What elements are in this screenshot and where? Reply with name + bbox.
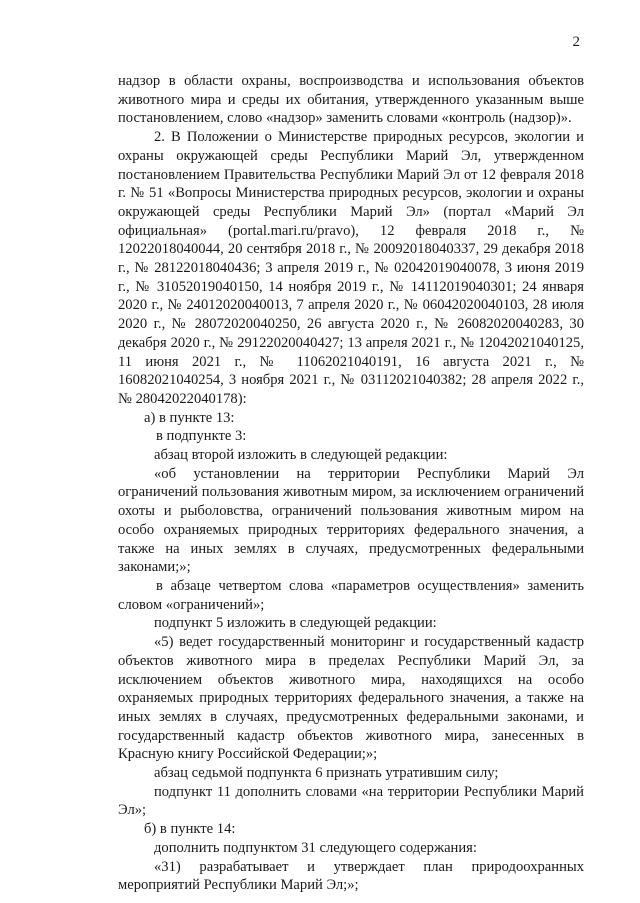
paragraph-quote-plan: «31) разрабатывает и утверждает план природоохранных мероприятий Республики Марий Эл;»; (118, 858, 584, 894)
paragraph-subitem-a: а) в пункте 13: (144, 409, 235, 426)
paragraph-quote-restrictions: «об установлении на территории Республики Марий Эл ограничений пользования животным миром, за исключением ограничений охоты и рыболовства, ограничений пользования животным миром на особо охраняемых природных территориях федерального значения, а также на иных землях в случаях, предусмотренных федеральными законами;»; (118, 465, 584, 576)
paragraph-second-clause: абзац второй изложить в следующей редакции: (154, 447, 448, 464)
paragraph-subitem-b: б) в пункте 14: (144, 821, 236, 838)
paragraph-item-2: 2. В Положении о Министерстве природных ресурсов, экологии и охраны окружающей среды Республики Марий Эл, утвержденном постановлением Правительства Республики Марий Эл от 12 февраля 2018 г. № 51 «Вопросы Министерства природных ресурсов, экологии и охраны окружающей среды Республики Марий Эл» (портал «Марий Эл официальная» (portal.mari.ru/pravo), 12 февраля 2018 г., № 12022018040044, 20 сентября 2018 г., № 20092018040337, 29 декабря 2018 г., № 28122018040436; 3 апреля 2019 г., № 02042019040078, 3 июня 2019 г., № 31052019040150, 14 ноября 2019 г., № 14112019040301; 24 января 2020 г., № 24012020040013, 7 апреля 2020 г., № 06042020040103, 28 июля 2020 г., № 28072020040250, 26 августа 2020 г., № 26082020040283, 30 декабря 2020 г., № 29122020040427; 13 апреля 2021 г., № 12042021040125, 11 июня 2021 г., № 11062021040191, 16 августа 2021 г., № 16082021040254, 3 ноября 2021 г., № 03112021040382; 28 апреля 2022 г., № 28042022040178): (118, 129, 584, 407)
paragraph-fourth-clause: в абзаце четвертом слова «параметров осуществления» заменить словом «ограничений»; (118, 577, 584, 613)
page-number: 2 (572, 34, 580, 50)
paragraph-add-subpoint: дополнить подпунктом 31 следующего содержания: (154, 839, 477, 856)
paragraph-subpoint-11: подпункт 11 дополнить словами «на территории Республики Марий Эл»; (118, 783, 584, 819)
paragraph-seventh-clause: абзац седьмой подпункта 6 признать утратившим силу; (154, 765, 499, 782)
paragraph-subpoint-5: подпункт 5 изложить в следующей редакции: (154, 615, 437, 632)
paragraph-continuation: надзор в области охраны, воспроизводства и использования объектов животного мира и среды их обитания, утвержденного указанным выше постановлением, слово «надзор» заменить словами «контроль (надзор)». (118, 73, 584, 127)
document-body (118, 72, 584, 895)
paragraph-quote-monitoring: «5) ведет государственный мониторинг и государственный кадастр объектов животного мира в пределах Республики Марий Эл, за исключением объектов животного мира, находящихся на особо охраняемых природных территориях федерального значения, а также на иных землях в случаях, предусмотренных федеральными законами, и государственный кадастр объектов животного мира, занесенных в Красную книгу Российской Федерации;»; (118, 634, 584, 763)
paragraph-subpoint-3: в подпункте 3: (156, 428, 247, 445)
